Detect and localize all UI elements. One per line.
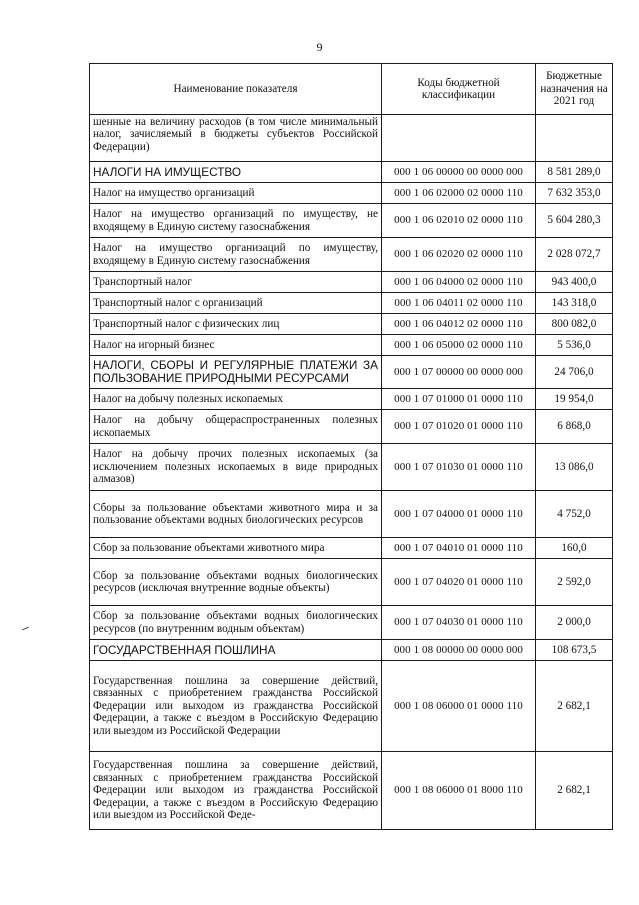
row-name: Государственная пошлина за совершение действий, связанных с приобретением гражданства Российской Федерации или выходом из гражданства Российской Федерации, а также с въездом в Российскую Федерацию или выездом из Российской Федерации [90, 661, 382, 752]
scan-artifact [22, 627, 29, 631]
row-code: 000 1 07 04020 01 0000 110 [382, 559, 536, 606]
row-code: 000 1 06 05000 02 0000 110 [382, 335, 536, 356]
row-name: Сборы за пользование объектами животного мира и за пользование объектами водных биологических ресурсов [90, 491, 382, 538]
row-name: Транспортный налог с физических лиц [90, 314, 382, 335]
row-name: Налог на игорный бизнес [90, 335, 382, 356]
row-amount: 5 536,0 [536, 335, 613, 356]
row-amount: 2 682,1 [536, 752, 613, 830]
row-amount: 2 000,0 [536, 606, 613, 640]
table-row [90, 335, 613, 356]
table-row [90, 293, 613, 314]
row-code: 000 1 07 01030 01 0000 110 [382, 444, 536, 491]
row-name: ГОСУДАРСТВЕННАЯ ПОШЛИНА [90, 640, 382, 661]
row-name: Сбор за пользование объектами животного мира [90, 538, 382, 559]
row-code: 000 1 08 06000 01 8000 110 [382, 752, 536, 830]
row-code: 000 1 06 00000 00 0000 000 [382, 162, 536, 183]
table-row [90, 606, 613, 640]
row-name: Государственная пошлина за совершение действий, связанных с приобретением гражданства Российской Федерации или выходом из гражданства Российской Федерации, а также с въездом в Российскую Федерацию или выездом из Российской Феде- [90, 752, 382, 830]
row-amount: 800 082,0 [536, 314, 613, 335]
row-code: 000 1 06 02000 02 0000 110 [382, 183, 536, 204]
row-code: 000 1 06 04011 02 0000 110 [382, 293, 536, 314]
row-name: Транспортный налог [90, 272, 382, 293]
row-amount: 24 706,0 [536, 356, 613, 389]
row-code: 000 1 07 01000 01 0000 110 [382, 389, 536, 410]
row-amount: 8 581 289,0 [536, 162, 613, 183]
table-row [90, 162, 613, 183]
table-row [90, 559, 613, 606]
row-name: Налог на добычу прочих полезных ископаемых (за исключением полезных ископаемых в виде природных алмазов) [90, 444, 382, 491]
header-indicator-name: Наименование показателя [90, 64, 382, 115]
row-name: Транспортный налог с организаций [90, 293, 382, 314]
row-name: Налог на имущество организаций по имуществу, не входящему в Единую систему газоснабжения [90, 204, 382, 238]
row-code: 000 1 07 04010 01 0000 110 [382, 538, 536, 559]
row-amount: 5 604 280,3 [536, 204, 613, 238]
row-amount: 4 752,0 [536, 491, 613, 538]
table-row [90, 238, 613, 272]
table-row [90, 538, 613, 559]
table-row [90, 444, 613, 491]
table-row [90, 661, 613, 752]
row-code: 000 1 08 00000 00 0000 000 [382, 640, 536, 661]
table-row [90, 204, 613, 238]
table-row [90, 410, 613, 444]
table-row [90, 314, 613, 335]
row-name: Сбор за пользование объектами водных биологических ресурсов (по внутренним водным объектам) [90, 606, 382, 640]
budget-table [89, 63, 613, 830]
table-row [90, 752, 613, 830]
row-amount: 6 868,0 [536, 410, 613, 444]
row-name: Налог на добычу общераспространенных полезных ископаемых [90, 410, 382, 444]
row-amount [536, 115, 613, 162]
row-code: 000 1 06 02010 02 0000 110 [382, 204, 536, 238]
row-code: 000 1 07 01020 01 0000 110 [382, 410, 536, 444]
row-code [382, 115, 536, 162]
table-header-row [90, 64, 613, 115]
table-row [90, 640, 613, 661]
page-number: 9 [316, 40, 323, 54]
table-row [90, 183, 613, 204]
row-code: 000 1 06 04012 02 0000 110 [382, 314, 536, 335]
row-amount: 2 028 072,7 [536, 238, 613, 272]
row-code: 000 1 06 02020 02 0000 110 [382, 238, 536, 272]
table-row [90, 491, 613, 538]
row-amount: 943 400,0 [536, 272, 613, 293]
row-amount: 2 592,0 [536, 559, 613, 606]
row-amount: 2 682,1 [536, 661, 613, 752]
row-amount: 160,0 [536, 538, 613, 559]
row-amount: 13 086,0 [536, 444, 613, 491]
row-name: Налог на добычу полезных ископаемых [90, 389, 382, 410]
row-name: НАЛОГИ, СБОРЫ И РЕГУЛЯРНЫЕ ПЛАТЕЖИ ЗА ПОЛЬЗОВАНИЕ ПРИРОДНЫМИ РЕСУРСАМИ [90, 356, 382, 389]
row-name: Налог на имущество организаций [90, 183, 382, 204]
row-code: 000 1 07 04000 01 0000 110 [382, 491, 536, 538]
row-amount: 19 954,0 [536, 389, 613, 410]
table-row [90, 272, 613, 293]
table-row [90, 356, 613, 389]
header-classification-code: Коды бюджетной классификации [382, 64, 536, 115]
row-name: Налог на имущество организаций по имуществу, входящему в Единую систему газоснабжения [90, 238, 382, 272]
table-row [90, 115, 613, 162]
row-code: 000 1 06 04000 02 0000 110 [382, 272, 536, 293]
row-name: шенные на величину расходов (в том числе минимальный налог, зачисляемый в бюджеты субъектов Российской Федерации) [90, 115, 382, 162]
row-code: 000 1 08 06000 01 0000 110 [382, 661, 536, 752]
row-name: НАЛОГИ НА ИМУЩЕСТВО [90, 162, 382, 183]
row-code: 000 1 07 00000 00 0000 000 [382, 356, 536, 389]
row-code: 000 1 07 04030 01 0000 110 [382, 606, 536, 640]
header-budget-amount: Бюджетные назначения на 2021 год [536, 64, 613, 115]
row-amount: 143 318,0 [536, 293, 613, 314]
row-name: Сбор за пользование объектами водных биологических ресурсов (исключая внутренние водные объекты) [90, 559, 382, 606]
table-row [90, 389, 613, 410]
row-amount: 108 673,5 [536, 640, 613, 661]
row-amount: 7 632 353,0 [536, 183, 613, 204]
